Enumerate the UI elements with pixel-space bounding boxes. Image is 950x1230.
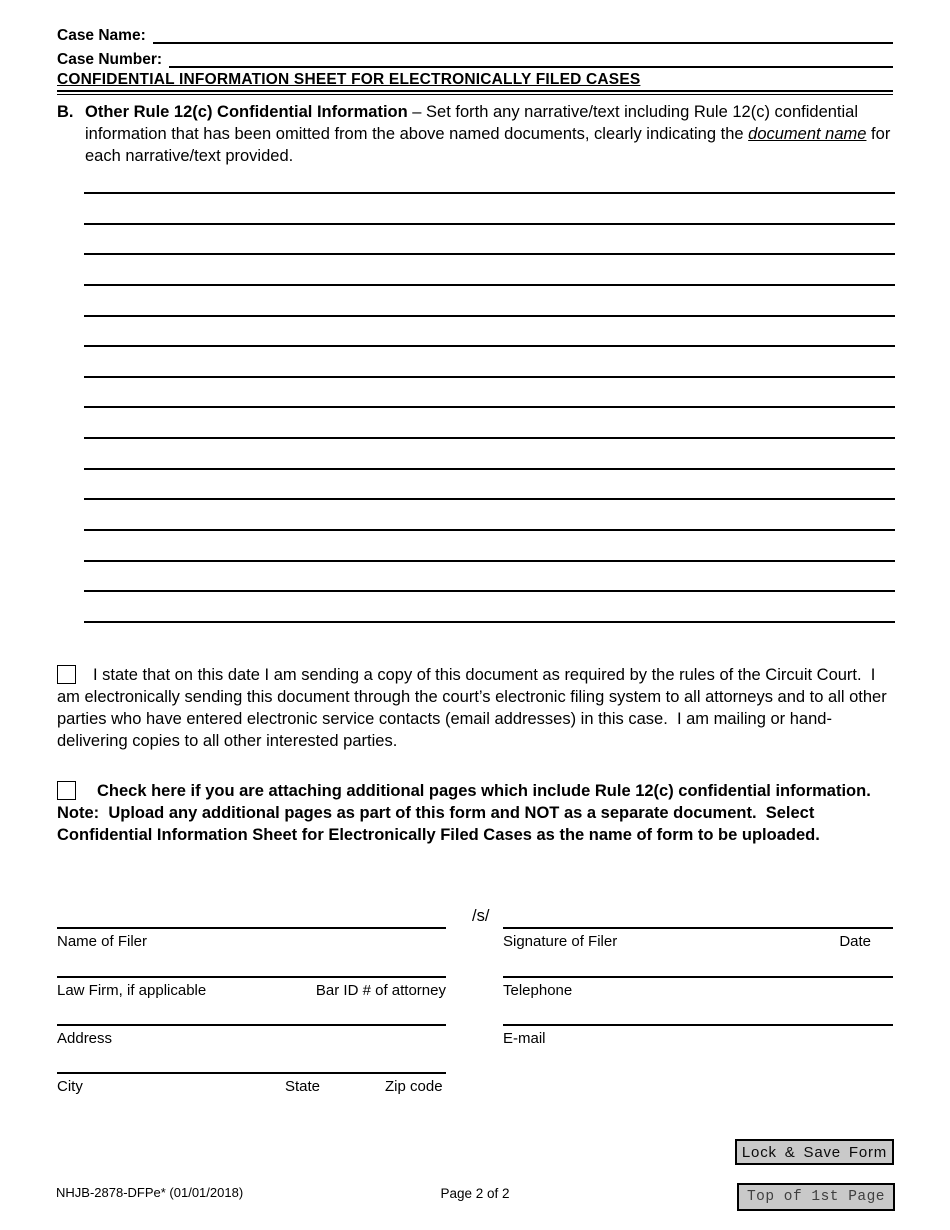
s-slash-label: /s/ <box>472 907 490 925</box>
writing-line-15[interactable] <box>84 621 895 623</box>
writing-line-9[interactable] <box>84 437 895 439</box>
address-field[interactable] <box>57 1024 446 1047</box>
writing-line-4[interactable] <box>84 284 895 286</box>
date-label: Date <box>839 933 871 950</box>
writing-line-3[interactable] <box>84 253 895 255</box>
form-number: NHJB-2878-DFPe* (01/01/2018) <box>56 1185 244 1200</box>
state-label: State <box>285 1078 321 1095</box>
address-label: Address <box>57 1030 113 1047</box>
email-field[interactable] <box>503 1024 893 1047</box>
writing-line-12[interactable] <box>84 529 895 531</box>
case-number-field[interactable] <box>169 51 893 68</box>
zip-code-label: Zip code <box>385 1078 443 1095</box>
law-firm-label: Law Firm, if applicable <box>57 982 207 999</box>
writing-line-10[interactable] <box>84 468 895 470</box>
writing-line-14[interactable] <box>84 590 895 592</box>
lock-and-save-form-button[interactable]: Lock & Save Form <box>735 1139 894 1165</box>
writing-line-1[interactable] <box>84 192 895 194</box>
case-number-row <box>57 51 893 68</box>
name-of-filer-label: Name of Filer <box>57 933 148 950</box>
telephone-label: Telephone <box>503 982 573 999</box>
writing-line-6[interactable] <box>84 345 895 347</box>
form-title-block <box>57 71 893 95</box>
name-of-filer-field[interactable] <box>57 927 446 950</box>
section-b-text <box>57 101 893 167</box>
certification-checkbox[interactable] <box>57 665 76 684</box>
section-b-heading: Other Rule 12(c) Confidential Information <box>85 103 408 121</box>
email-label: E-mail <box>503 1030 546 1047</box>
signature-of-filer-field[interactable] <box>503 927 893 950</box>
form-title-row <box>57 71 893 92</box>
certification-text: I state that on this date I am sending a copy of this document as required by the rules of the Circuit Court. I am electronically sending this document through the court’s electronic filing system to all attorneys and to all other parties who have entered electronic service contacts (email addresses) in this case. I am mailing or hand-delivering copies to all other interested parties. <box>57 666 892 750</box>
city-label: City <box>57 1078 83 1095</box>
additional-pages-checkbox[interactable] <box>57 781 76 800</box>
page-indicator: Page 2 of 2 <box>440 1186 510 1201</box>
telephone-field[interactable] <box>503 976 893 999</box>
case-name-field[interactable] <box>153 27 893 44</box>
signature-of-filer-label: Signature of Filer <box>503 933 618 950</box>
city-state-zip-field[interactable] <box>57 1072 446 1095</box>
law-firm-field[interactable] <box>57 976 446 999</box>
writing-line-7[interactable] <box>84 376 895 378</box>
additional-pages-paragraph <box>57 780 893 846</box>
writing-line-13[interactable] <box>84 560 895 562</box>
certification-paragraph <box>57 664 893 752</box>
section-b-lead: – Set forth any narrative/text including Rule 12(c) confidential information that has been omitted from the above named documents, clearly indicating the <box>85 103 863 143</box>
writing-line-8[interactable] <box>84 406 895 408</box>
section-b-paragraph <box>57 101 893 167</box>
title-divider-rule <box>57 94 893 95</box>
section-b-tail: for each narrative/text provided. <box>85 125 895 165</box>
top-of-1st-page-button[interactable]: Top of 1st Page <box>737 1183 895 1211</box>
writing-line-2[interactable] <box>84 223 895 225</box>
case-number-label: Case Number: <box>57 51 163 68</box>
writing-line-5[interactable] <box>84 315 895 317</box>
section-b-term: document name <box>748 125 867 143</box>
case-name-label: Case Name: <box>57 27 146 44</box>
writing-line-11[interactable] <box>84 498 895 500</box>
form-title: CONFIDENTIAL INFORMATION SHEET FOR ELECTRONICALLY FILED CASES <box>57 71 641 88</box>
bar-id-label: Bar ID # of attorney <box>315 982 446 999</box>
section-b-marker: B. <box>57 103 74 121</box>
additional-pages-text: Check here if you are attaching additional pages which include Rule 12(c) confidential information. Note: Upload any additional pages as part of this form and NOT as a separate document. Select Confidential Information Sheet for Electronically Filed Cases as the name of form to be uploaded. <box>57 782 880 844</box>
case-name-row <box>57 27 893 44</box>
